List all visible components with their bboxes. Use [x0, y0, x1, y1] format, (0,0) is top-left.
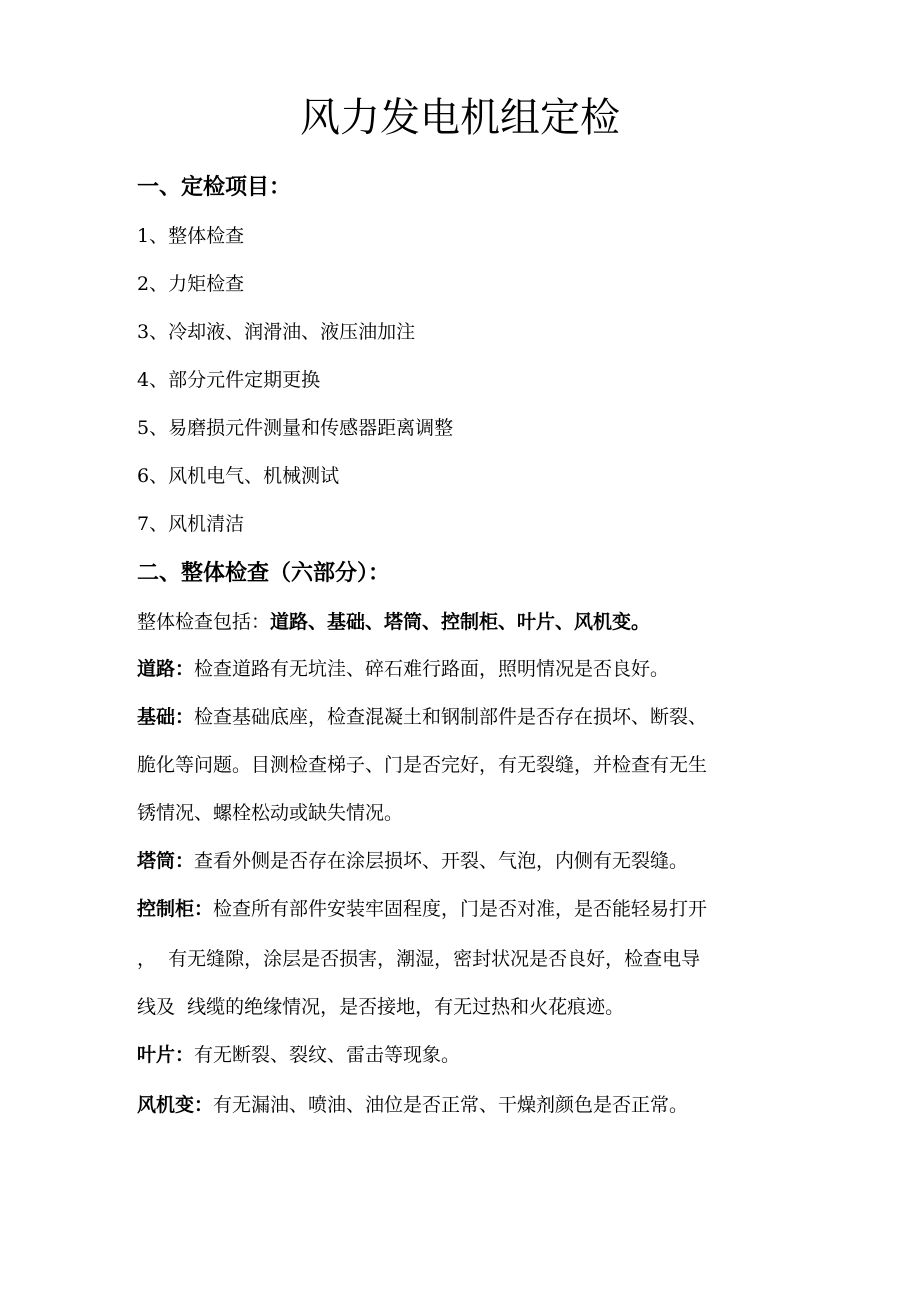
intro-paragraph	[137, 608, 797, 636]
blade-label: 叶片：	[137, 1044, 195, 1066]
transformer-paragraph	[137, 1091, 797, 1119]
transformer-text: 有无漏油、喷油、油位是否正常、干燥剂颜色是否正常。	[213, 1094, 689, 1116]
list-item: 4、部分元件定期更换	[137, 369, 321, 391]
list-item: 1、整体检查	[137, 225, 245, 247]
cabinet-paragraph	[137, 895, 797, 923]
list-item: 7、风机清洁	[137, 513, 245, 535]
intro-parts: 道路、基础、塔筒、控制柜、叶片、风机变。	[270, 611, 651, 633]
section2-heading: 二、整体检查（六部分）：	[137, 561, 391, 586]
foundation-text-line2: 脆化等问题。目测检查梯子、门是否完好，有无裂缝，并检查有无生	[137, 754, 708, 776]
list-item: 2、力矩检查	[137, 273, 245, 295]
tower-text: 查看外侧是否存在涂层损坏、开裂、气泡，内侧有无裂缝。	[194, 850, 689, 872]
blade-paragraph	[137, 1041, 797, 1069]
blade-text: 有无断裂、裂纹、雷击等现象。	[194, 1044, 461, 1066]
list-item: 6、风机电气、机械测试	[137, 465, 340, 487]
transformer-label: 风机变：	[137, 1094, 214, 1116]
foundation-label: 基础：	[137, 706, 195, 728]
document-title: 风力发电机组定检	[300, 95, 620, 141]
tower-paragraph	[137, 847, 797, 875]
cabinet-text-line2: ， 有无缝隙，涂层是否损害，潮湿，密封状况是否良好，检查电导	[137, 948, 701, 970]
section1-heading: 一、定检项目：	[137, 175, 292, 200]
cabinet-text-line3: 线及 线缆的绝缘情况，是否接地，有无过热和火花痕迹。	[137, 996, 625, 1018]
tower-label: 塔筒：	[137, 850, 195, 872]
cabinet-text-line1: 检查所有部件安装牢固程度，门是否对准，是否能轻易打开	[213, 898, 708, 920]
road-text: 检查道路有无坑洼、碎石难行路面，照明情况是否良好。	[194, 658, 670, 680]
list-item: 3、冷却液、润滑油、液压油加注	[137, 321, 416, 343]
road-paragraph	[137, 655, 797, 683]
cabinet-label: 控制柜：	[137, 898, 214, 920]
road-label: 道路：	[137, 658, 195, 680]
intro-label: 整体检查包括：	[137, 611, 271, 633]
foundation-text-line3: 锈情况、螺栓松动或缺失情况。	[137, 802, 404, 824]
list-item: 5、易磨损元件测量和传感器距离调整	[137, 417, 454, 439]
foundation-text-line1: 检查基础底座，检查混凝土和钢制部件是否存在损坏、断裂、	[194, 706, 708, 728]
foundation-paragraph	[137, 703, 797, 731]
